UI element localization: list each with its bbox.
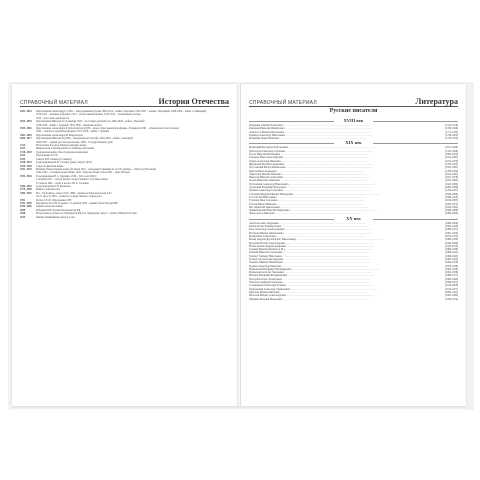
timeline-year: 1979–1989 [20, 188, 32, 192]
writer-dates: (1899-1951) [445, 281, 458, 285]
writer-dates: (1745-1792) [445, 137, 458, 141]
timeline-text: Зимние Олимпийские игры в Сочи [36, 215, 75, 219]
timeline-text: 1942-1943 – Сталинградская битва; 1943 – Курская битва; 9 мая 1945 – День Победы [36, 171, 130, 175]
timeline-text: Годы правления Л.И. Брежнева [36, 184, 71, 188]
writer-dates: (1795-1829) [445, 149, 458, 153]
timeline-text: Февральская и Октябрьская (25 октября) революции [36, 147, 94, 151]
writer-name: Фет Афанасий Афанасьевич ..... [249, 206, 444, 209]
writer-name: Солженицын Александр Исаевич ..... [249, 284, 444, 287]
left-page [12, 84, 237, 406]
writer-name: Чернышевский Николай Гаврилович ..... [249, 209, 444, 212]
writer-dates: (1886-1921) [445, 251, 458, 255]
writer-dates: (1814-1841) [445, 172, 458, 176]
writer-row [249, 298, 458, 301]
writer-name: Пастернак Борис Леонидович ..... [249, 278, 444, 281]
writer-name: Мандельштам Осип Эмильевич ..... [249, 271, 444, 274]
writer-dates: (1803-1869) [445, 186, 458, 190]
timeline-text: Вступление в должность Президента РФ Д.А. Медведева; август – война в Южной Осетии [36, 212, 137, 216]
timeline-text: Царствование Николая II (1896 – Ходынская катастрофа, 1904-1905 – война с Японией) [36, 137, 133, 141]
timeline-year: 1881–1894 [20, 133, 32, 137]
writer-name: Вознесенский Андрей Андреевич ..... [249, 245, 444, 248]
writer-dates: (1828-1910) [445, 195, 458, 199]
writer-dates: (1823-1886) [445, 182, 458, 186]
timeline-row [20, 216, 231, 219]
timeline-text: Первая чеченская война [36, 205, 63, 209]
writer-name: Шолохов Михаил Александрович ..... [249, 294, 444, 297]
century-heading: XIX век [249, 140, 458, 146]
timeline-year: 1855–1881 [20, 127, 32, 131]
writer-dates: (1820-1892) [445, 205, 458, 209]
writer-dates: (1894-1940) [445, 225, 458, 229]
timeline-text: Годы правления И.В. Сталина (умер 5 марта 1953) [36, 161, 92, 165]
timeline-year: 1985–1991 [20, 191, 32, 195]
writer-dates: (1743-1816) [445, 124, 458, 127]
writer-name: Радищев Александр Николаевич ..... [249, 134, 444, 137]
writer-dates: (1880-1934) [445, 238, 458, 242]
writer-dates: (1933-2010) [445, 244, 458, 248]
writer-dates: (1821-1878) [445, 176, 458, 180]
timeline-year: 1928–1953 [20, 161, 32, 165]
timeline-text: 1810-1812 – военные реформы; 1812 – Отечественная война; 1813-1814 – заграничные походы [36, 113, 141, 117]
left-section-label: СПРАВОЧНЫЙ МАТЕРИАЛ [20, 100, 88, 106]
timeline-text: М.С. Горбачёв во главе СССР. 1986 – авария на Чернобыльской АЭС [36, 191, 112, 195]
timeline-year: 1991 [20, 198, 26, 202]
writer-dates: (1894-1958) [445, 261, 458, 265]
timeline-text: Великая Отечественная война (22 июня 1941 – нападение Германии на СССР, декабрь – битва под Москвой) [36, 167, 156, 171]
writers-subtitle: Русские писатели [329, 108, 378, 114]
writer-name: Бродский Иосиф Александрович ..... [249, 242, 444, 245]
writer-dates: (1812-1891) [445, 156, 458, 160]
writer-dates: (1892-1941) [445, 290, 458, 294]
writer-dates: (1766-1826) [445, 127, 458, 131]
page-shadow [12, 406, 466, 410]
timeline-text: 1825 – восстание декабристов [36, 116, 70, 120]
writer-name: Державин Гавриил Романович ..... [249, 124, 444, 127]
timeline-year: 1801–1825 [20, 110, 32, 113]
writer-name: Достоевский Фёдор Михайлович ..... [249, 166, 444, 169]
left-page-header [20, 94, 229, 107]
timeline-year: 2008 [20, 212, 26, 216]
timeline-text: 12 апреля 1961 – полёт в космос Ю.А. Гагарина [36, 181, 89, 185]
writer-name: Салтыков-Щедрин Михаил Евграфович ..... [249, 193, 444, 196]
timeline-year: 2000 [20, 208, 26, 212]
writer-dates: (1895-1925) [445, 257, 458, 261]
writer-dates: (1891-1938) [445, 271, 458, 275]
writer-dates: (1711-1765) [445, 130, 458, 134]
timeline-year: 1964–1982 [20, 184, 32, 188]
writer-name: Бунин Иван Алексеевич ..... [249, 235, 444, 238]
writer-name: Грибоедов Александр Сергеевич ..... [249, 150, 444, 153]
writer-name: Чехов Антон Павлович ..... [249, 212, 444, 215]
writer-dates: (1910-1971) [445, 287, 458, 291]
timeline-text: Распад СССР. Образование СНГ [36, 198, 72, 202]
writer-dates: (1831-1895) [445, 179, 458, 183]
writer-name: Тютчев Фёдор Иванович ..... [249, 203, 444, 206]
timeline-text: 1905-1907 – первая русская революция; 1906 – Государственная дума [36, 140, 113, 144]
timeline-year: 2014 [20, 215, 26, 219]
writer-name: Лесков Николай Семёнович ..... [249, 179, 444, 182]
century-heading: XX век [249, 216, 458, 222]
timeline-text: 1828-1829 – война с Турцией; 1853-1856 – Крымская война [36, 123, 102, 127]
timeline-text: Президентство Б.Н. Ельцина. 12 декабря 1993 – принята Конституция РФ [36, 201, 118, 205]
writer-dates: (1918-2008) [445, 284, 458, 288]
writer-name: Фонвизин Денис Иванович ..... [249, 137, 444, 140]
writer-dates: (1889-1966) [445, 221, 458, 225]
writer-name: Твардовский Александр Трифонович ..... [249, 288, 444, 291]
writer-dates: (1783-1852) [445, 162, 458, 166]
writer-dates: (1821-1881) [445, 166, 458, 170]
writer-name: Тургенев Иван Сергеевич ..... [249, 199, 444, 202]
timeline-year: 1994–1996 [20, 205, 32, 209]
writer-dates: (1803-1873) [445, 202, 458, 206]
timeline-text: Война в Афганистане [36, 188, 60, 192]
timeline-year: 1922 [20, 154, 26, 158]
timeline-text: 19-21 августа 1991 – попытка государственного переворота [36, 195, 102, 199]
timeline-text: Избрание В.В. Путина Президентом РФ [36, 208, 81, 212]
writer-name: Пушкин Александр Сергеевич ..... [249, 189, 444, 192]
timeline-year: 1991–1999 [20, 201, 32, 205]
writer-dates: (1869-1945) [445, 254, 458, 258]
writer-dates: (1828-1889) [445, 209, 458, 213]
writer-dates: (1891-1940) [445, 231, 458, 235]
timeline-text: 4 октября 1957 – запуск первого искусственного спутника Земли [36, 178, 108, 182]
century-heading: XVIII век [249, 118, 458, 124]
timeline-text: 1864 – земская и судебная реформы; 1877-1878 – война с Турцией [36, 130, 109, 134]
writer-dates: (1812-1870) [445, 159, 458, 163]
right-page-header [249, 94, 458, 107]
right-page-title: Литература [415, 97, 458, 106]
timeline-text: Вступление России в Первую мировую войну [36, 144, 87, 148]
writer-dates: (1905-1984) [445, 294, 458, 298]
writer-dates: (1929-1974) [445, 297, 458, 301]
writer-dates: (1940-1996) [445, 241, 458, 245]
right-page [241, 84, 466, 406]
writer-name: Гумилёв Николай Степанович ..... [249, 251, 444, 254]
writer-name: Герцен Александр Иванович ..... [249, 160, 444, 163]
timeline-text: Царствование Александра III Миротворца [36, 133, 83, 137]
timeline-text: Гражданская война. Иностранная интервенция [36, 150, 88, 154]
timeline-year: 1953–1964 [20, 174, 32, 178]
writer-name: Одоевский Владимир Фёдорович ..... [249, 186, 444, 189]
timeline-text: Смерть В.И. Ленина (21 января) [36, 157, 72, 161]
timeline-year: 1918–1920 [20, 150, 32, 154]
writer-name: Ахматова Анна Андреевна ..... [249, 222, 444, 225]
left-page-title: История Отечества [158, 97, 229, 106]
writer-name: Бабель Исаак Эммануилович ..... [249, 225, 444, 228]
writer-name: Маяковский Владимир Владимирович ..... [249, 268, 444, 271]
timeline-text: Царствование Александра II Освободителя (1856 – начало Крестьянской реформы, 19 февраля 1861 – отмена крепостного права) [36, 127, 179, 131]
timeline-year: 1894–1917 [20, 137, 32, 141]
writer-dates: (1870-1938) [445, 264, 458, 268]
writer-name: Есенин Сергей Александрович ..... [249, 258, 444, 261]
writer-name: Карамзин Николай Михайлович ..... [249, 127, 444, 130]
timeline-text: Советско-финская война [36, 164, 64, 168]
writer-name: Булгаков Михаил Афанасьевич ..... [249, 232, 444, 235]
writer-dates: (1818-1883) [445, 199, 458, 203]
writer-name: Горький Максим (Пешков А.М.) ..... [249, 248, 444, 251]
writer-name: Платонов Андрей Платонович ..... [249, 281, 444, 284]
timeline-text: Царствование Николая I (14 декабря 1825 – восстание декабристов; 1826-1828 – война с Персией) [36, 120, 145, 124]
writer-name: Набоков Владимир Владимирович ..... [249, 274, 444, 277]
writer-dates: (1890-1960) [445, 277, 458, 281]
writer-name: Гоголь Николай Васильевич ..... [249, 153, 444, 156]
writer-dates: (1769-1844) [445, 169, 458, 173]
timeline-text: Образование СССР [36, 154, 58, 158]
writer-dates: (1799-1837) [445, 189, 458, 193]
timeline-year: 1917 [20, 147, 26, 151]
writer-name: Цветаева Марина Ивановна ..... [249, 291, 444, 294]
writer-name: Белый Андрей (Бугаев Борис Николаевич) ..... [249, 238, 444, 241]
writer-name: Лермонтов Михаил Юрьевич ..... [249, 173, 444, 176]
right-section-label: СПРАВОЧНЫЙ МАТЕРИАЛ [249, 100, 317, 106]
writers-list [249, 118, 458, 301]
writer-name: Островский Александр Николаевич ..... [249, 183, 444, 186]
writer-name: Зощенко Михаил Михайлович ..... [249, 261, 444, 264]
writer-dates: (1880-1921) [445, 228, 458, 232]
writer-dates: (1749-1802) [445, 133, 458, 137]
timeline-text: Годы правления Н.С. Хрущёва. 1956 – XX съезд КПСС [36, 174, 97, 178]
writer-name: Некрасов Николай Алексеевич ..... [249, 176, 444, 179]
timeline-year: 1924 [20, 157, 26, 161]
writer-name: Крылов Иван Андреевич ..... [249, 170, 444, 173]
writer-dates: (1868-1936) [445, 248, 458, 252]
timeline-year: 1939–1940 [20, 164, 32, 168]
timeline-text: Царствование Александра I (1801 – присоединение Грузии 1804-1813 – война с Персией; 1805-1807 – войны с Францией; 1808-1809 – война со Швецией) [36, 110, 207, 113]
writer-name: Белинский Виссарион Григорьевич ..... [249, 146, 444, 149]
writer-name: Жуковский Василий Андреевич ..... [249, 163, 444, 166]
timeline-year: 1941–1945 [20, 167, 32, 171]
writer-dates: (1826-1889) [445, 192, 458, 196]
writer-dates: (1870-1953) [445, 234, 458, 238]
writer-name: Шукшин Василий Макарович ..... [249, 298, 444, 301]
writer-dates: (1811-1848) [445, 146, 458, 150]
writer-name: Блок Александр Александрович ..... [249, 228, 444, 231]
writer-name: Толстой Лев Николаевич ..... [249, 196, 444, 199]
writer-dates: (1893-1930) [445, 267, 458, 271]
writer-dates: (1899-1977) [445, 274, 458, 278]
writer-dates: (1860-1904) [445, 212, 458, 216]
timeline-year: 1914 [20, 144, 26, 148]
writer-name: Гиппиус Зинаида Николаевна ..... [249, 255, 444, 258]
writer-name: Куприн Александр Иванович ..... [249, 265, 444, 268]
timeline-year: 1825–1855 [20, 120, 32, 124]
writer-name: Гончаров Иван Александрович ..... [249, 156, 444, 159]
writer-dates: (1809-1852) [445, 153, 458, 157]
history-timeline [20, 110, 231, 219]
writer-name: Ломоносов Михаил Васильевич ..... [249, 131, 444, 134]
